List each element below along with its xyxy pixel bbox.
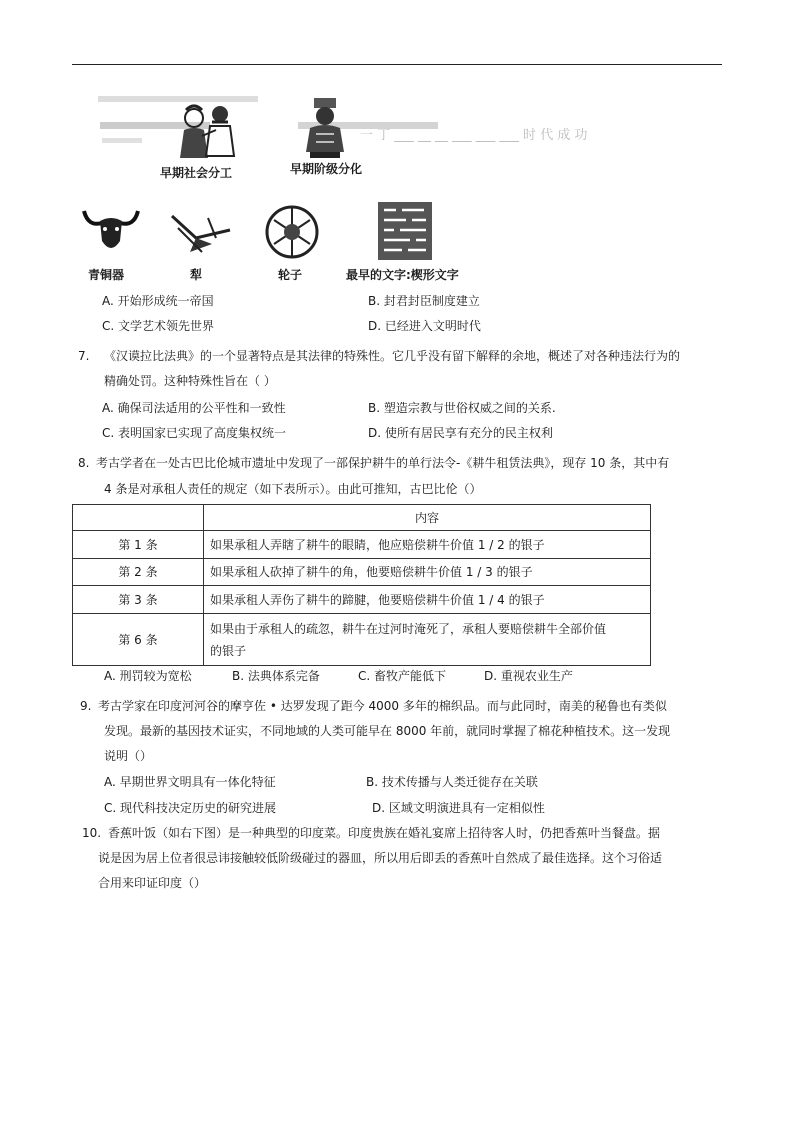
table-cell-article: 第 3 条 xyxy=(73,586,204,614)
q7-option-d[interactable]: D. 使所有居民享有充分的民主权利 xyxy=(368,426,553,440)
q7-stem-line2: 精确处罚。这种特殊性旨在（ ） xyxy=(104,374,276,388)
table-cell-content: 如果承租人砍掉了耕牛的角，他要赔偿耕牛价值 1 / 3 的银子 xyxy=(204,559,651,586)
caption-bronze-ware: 青铜器 xyxy=(88,268,125,282)
table-header-cell xyxy=(73,505,204,531)
q10-stem-line3: 合用来印证印度（） xyxy=(98,876,207,890)
table-row xyxy=(73,586,651,614)
cuneiform-tablet-icon xyxy=(376,200,434,262)
q8-stem-line1: 考古学者在一处古巴比伦城市遗址中发现了一部保护耕牛的单行法令-《耕牛租赁法典》，现存 10 条，其中有 xyxy=(96,456,670,470)
q7-number: 7. xyxy=(78,349,90,363)
table-cell-content: 如果承租人弄伤了耕牛的蹄腱，他要赔偿耕牛价值 1 / 4 的银子 xyxy=(204,586,651,614)
q9-option-a[interactable]: A. 早期世界文明具有一体化特征 xyxy=(104,775,276,789)
early-labor-division-figure-icon xyxy=(172,100,244,160)
caption-plough: 犁 xyxy=(190,268,203,282)
q7-stem-line1: 《汉谟拉比法典》的一个显著特点是其法律的特殊性。它几乎没有留下解释的余地，概述了对各种违法行为的 xyxy=(104,349,681,363)
table-row xyxy=(73,559,651,586)
table-header-row xyxy=(73,505,651,531)
q6-option-c[interactable]: C. 文学艺术领先世界 xyxy=(102,319,215,333)
table-cell-article: 第 6 条 xyxy=(73,614,204,666)
q10-number: 10. xyxy=(82,826,102,840)
q6-option-a[interactable]: A. 开始形成统一帝国 xyxy=(102,294,214,308)
q9-stem-line2: 发现。最新的基因技术证实，不同地域的人类可能早在 8000 年前，就同时掌握了棉花种植技术。这一发现 xyxy=(104,724,671,738)
q6-option-b[interactable]: B. 封君封臣制度建立 xyxy=(368,294,480,308)
q9-number: 9. xyxy=(80,699,92,713)
bronze-ware-icon xyxy=(82,205,140,261)
q9-option-c[interactable]: C. 现代科技决定历史的研究进展 xyxy=(104,801,277,815)
q9-stem-line3: 说明（） xyxy=(104,749,153,763)
caption-early-labor-division: 早期社会分工 xyxy=(160,166,233,180)
scan-bleed-text: 一 丁 ___ __ __ ___ ___ ___ 时 代 成 功 xyxy=(360,128,588,143)
q8-option-b[interactable]: B. 法典体系完备 xyxy=(232,669,320,683)
q7-option-a[interactable]: A. 确保司法适用的公平性和一致性 xyxy=(102,401,286,415)
caption-wheel: 轮子 xyxy=(278,268,303,282)
table-cell-content-line1: 如果由于承租人的疏忽，耕牛在过河时淹死了，承租人要赔偿耕牛全部价值 xyxy=(210,621,607,636)
table-cell-content xyxy=(204,614,651,666)
q9-option-d[interactable]: D. 区域文明演进具有一定相似性 xyxy=(372,801,545,815)
table-row xyxy=(73,531,651,559)
plough-icon xyxy=(168,208,234,258)
table-cell-article: 第 2 条 xyxy=(73,559,204,586)
table-header-cell: 内容 xyxy=(204,505,651,531)
q9-stem-line1: 考古学家在印度河河谷的摩亨佐 • 达罗发现了距今 4000 多年的棉织品。而与此同时，南美的秘鲁也有类似 xyxy=(98,699,667,713)
q8-number: 8. xyxy=(78,456,90,470)
q8-option-d[interactable]: D. 重视农业生产 xyxy=(484,669,573,683)
table-cell-content: 如果承租人弄瞎了耕牛的眼睛，他应赔偿耕牛价值 1 / 2 的银子 xyxy=(204,531,651,559)
q8-stem-line2: 4 条是对承租人责任的规定（如下表所示）。由此可推知，古巴比伦（） xyxy=(104,482,482,496)
q7-option-c[interactable]: C. 表明国家已实现了高度集权统一 xyxy=(102,426,287,440)
q10-stem-line2: 说是因为居上位者很忌讳接触较低阶级碰过的器皿，所以用后即丢的香蕉叶自然成了最佳选择。这个习俗适 xyxy=(98,851,663,865)
table-cell-article: 第 1 条 xyxy=(73,531,204,559)
caption-early-class-division: 早期阶级分化 xyxy=(290,162,363,176)
wheel-icon xyxy=(264,204,320,260)
q7-option-b[interactable]: B. 塑造宗教与世俗权威之间的关系. xyxy=(368,401,556,415)
table-row xyxy=(73,614,651,666)
q10-stem-line1: 香蕉叶饭（如右下图）是一种典型的印度菜。印度贵族在婚礼宴席上招待客人时，仍把香蕉叶当餐盘。据 xyxy=(108,826,661,840)
q6-option-d[interactable]: D. 已经进入文明时代 xyxy=(368,319,481,333)
q8-option-a[interactable]: A. 刑罚较为宽松 xyxy=(104,669,192,683)
scan-bleed-marks xyxy=(98,92,448,152)
header-rule xyxy=(72,64,722,65)
caption-cuneiform: 最早的文字:楔形文字 xyxy=(346,268,459,282)
q8-option-c[interactable]: C. 畜牧产能低下 xyxy=(358,669,447,683)
early-class-division-figure-icon xyxy=(300,96,350,160)
q9-option-b[interactable]: B. 技术传播与人类迁徙存在关联 xyxy=(366,775,538,789)
table-cell-content-line2: 的银子 xyxy=(210,643,247,658)
tenancy-law-table xyxy=(72,504,651,666)
